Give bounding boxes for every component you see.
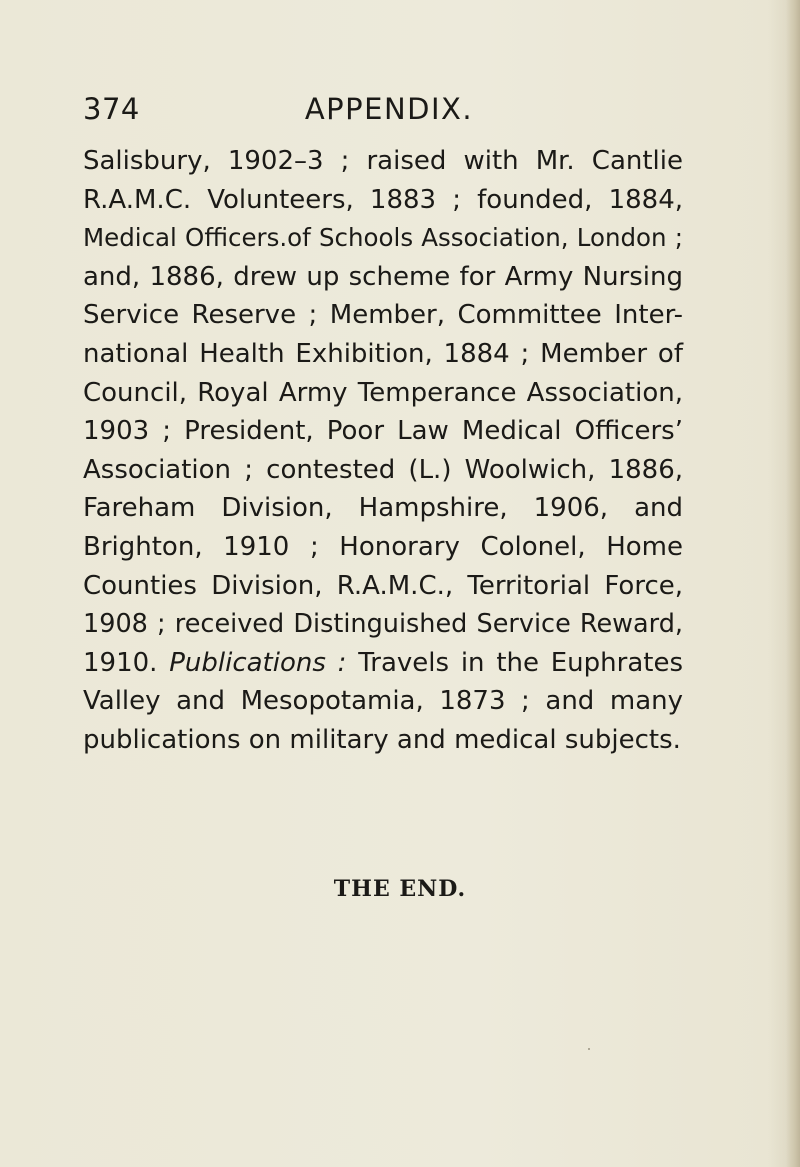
text-line: Brighton, 1910 ; Honorary Colonel, Home — [83, 531, 683, 562]
text-line: Association ; contested (L.) Woolwich, 1886, — [83, 454, 683, 485]
text-line: Valley and Mesopotamia, 1873 ; and many — [83, 686, 683, 717]
page-edge-shadow — [786, 0, 800, 1167]
text-fragment: 1910. — [83, 647, 170, 678]
text-line: Salisbury, 1902–3 ; raised with Mr. Cantlie — [83, 146, 683, 176]
text-line: national Health Exhibition, 1884 ; Member of — [83, 338, 683, 369]
page-header — [83, 92, 695, 142]
text-line: Service Reserve ; Member, Committee Inter- — [83, 300, 683, 331]
text-fragment: Travels in the Euphrates — [346, 647, 684, 678]
paper-speck — [588, 1048, 590, 1050]
text-line: and, 1886, drew up scheme for Army Nursing — [83, 261, 683, 292]
running-title: APPENDIX. — [304, 92, 474, 126]
publications-label: Publications : — [169, 647, 347, 678]
text-line: 1908 ; received Distinguished Service Reward, — [83, 609, 683, 640]
body-text — [83, 142, 683, 760]
text-line-last: publications on military and medical subjects. — [83, 724, 681, 755]
text-line-publications — [83, 644, 683, 683]
page-number: 374 — [83, 92, 140, 126]
text-line: R.A.M.C. Volunteers, 1883 ; founded, 1884, — [83, 184, 683, 215]
text-line: 1903 ; President, Poor Law Medical Officers’ — [83, 416, 683, 447]
the-end-heading: THE END. — [333, 876, 467, 902]
text-line: Counties Division, R.A.M.C., Territorial Force, — [83, 570, 683, 601]
text-line: Medical Officers.of Schools Association, London ; — [83, 223, 683, 253]
text-line: Council, Royal Army Temperance Association, — [83, 377, 683, 408]
text-line: Fareham Division, Hampshire, 1906, and — [83, 493, 683, 524]
